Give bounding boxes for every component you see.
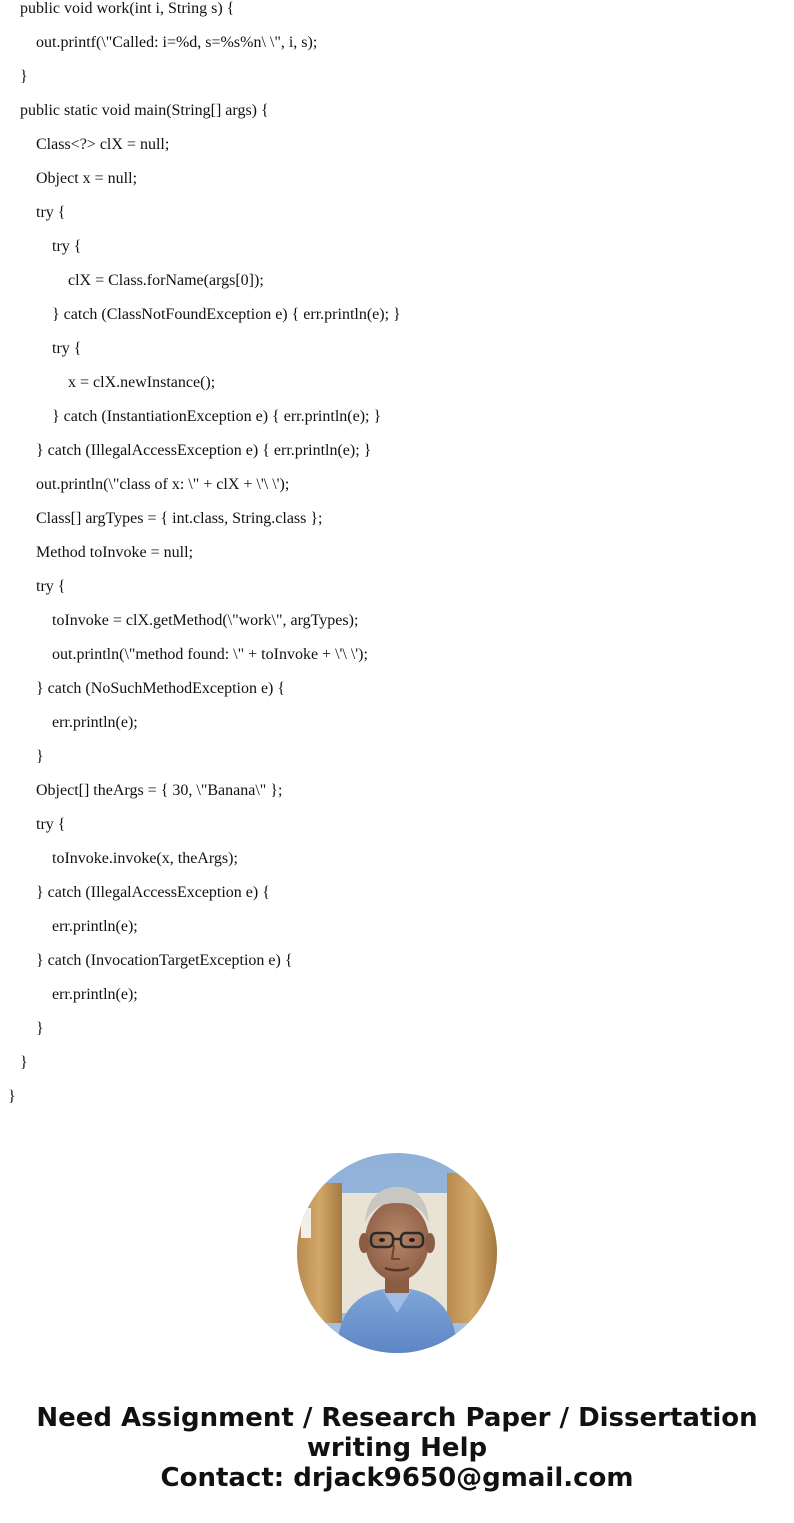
code-line: Class[] argTypes = { int.class, String.class }; xyxy=(36,510,323,527)
code-line: } xyxy=(36,748,44,765)
code-line: } catch (NoSuchMethodException e) { xyxy=(36,680,286,697)
code-line: } catch (IllegalAccessException e) { xyxy=(36,884,270,901)
code-line: } xyxy=(36,1020,44,1037)
code-line: out.println(\"class of x: \" + clX + \'\ \'); xyxy=(36,476,290,493)
code-line: Object x = null; xyxy=(36,170,138,187)
footer-line-1: Need Assignment / Research Paper / Dissertation xyxy=(36,1403,758,1433)
footer-line-2: writing Help xyxy=(306,1433,488,1463)
code-line: } xyxy=(8,1088,16,1105)
code-line: out.printf(\"Called: i=%d, s=%s%n\ \", i, s); xyxy=(36,34,318,51)
code-line: Class<?> clX = null; xyxy=(36,136,170,153)
footer-banner xyxy=(0,1403,794,1493)
code-line: } xyxy=(20,1054,28,1071)
code-line: toInvoke.invoke(x, theArgs); xyxy=(52,850,238,867)
code-line: try { xyxy=(36,578,66,595)
code-line: public void work(int i, String s) { xyxy=(20,0,235,17)
code-line: public static void main(String[] args) { xyxy=(20,102,269,119)
footer-contact: Contact: drjack9650@gmail.com xyxy=(160,1463,634,1493)
code-line: x = clX.newInstance(); xyxy=(68,374,216,391)
code-line: } xyxy=(20,68,28,85)
author-photo xyxy=(297,1153,497,1353)
code-line: try { xyxy=(36,816,66,833)
code-line: } catch (InstantiationException e) { err.println(e); } xyxy=(52,408,382,425)
code-line: } catch (ClassNotFoundException e) { err.println(e); } xyxy=(52,306,401,323)
code-line: try { xyxy=(36,204,66,221)
code-line: err.println(e); xyxy=(52,714,138,731)
code-line: clX = Class.forName(args[0]); xyxy=(68,272,264,289)
code-line: try { xyxy=(52,340,82,357)
code-line: Object[] theArgs = { 30, \"Banana\" }; xyxy=(36,782,283,799)
code-line: try { xyxy=(52,238,82,255)
code-line: } catch (IllegalAccessException e) { err.println(e); } xyxy=(36,442,372,459)
code-line: toInvoke = clX.getMethod(\"work\", argTypes); xyxy=(52,612,359,629)
code-line: out.println(\"method found: \" + toInvoke + \'\ \'); xyxy=(52,646,368,663)
code-line: } catch (InvocationTargetException e) { xyxy=(36,952,293,969)
code-line: err.println(e); xyxy=(52,918,138,935)
code-line: Method toInvoke = null; xyxy=(36,544,194,561)
code-line: err.println(e); xyxy=(52,986,138,1003)
avatar xyxy=(297,1153,497,1353)
